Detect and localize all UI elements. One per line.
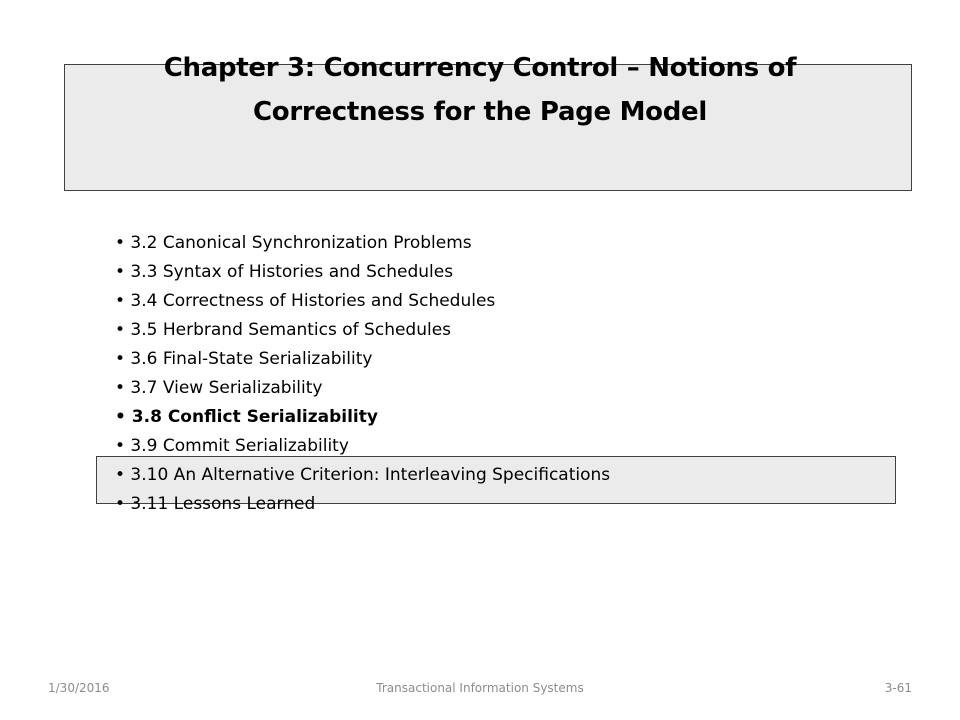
toc-item-3-4: • 3.4 Correctness of Histories and Schedules bbox=[115, 291, 496, 311]
toc-item-3-11: • 3.11 Lessons Learned bbox=[115, 494, 316, 514]
toc-item-3-2: • 3.2 Canonical Synchronization Problems bbox=[115, 233, 472, 253]
toc-item-3-8-current: • 3.8 Conflict Serializability bbox=[115, 407, 378, 427]
slide-title-line-2: Correctness for the Page Model bbox=[253, 97, 707, 127]
toc-item-3-9: • 3.9 Commit Serializability bbox=[115, 436, 349, 456]
toc-list bbox=[115, 229, 610, 519]
slide-title-line-1: Chapter 3: Concurrency Control – Notions of bbox=[163, 53, 797, 83]
toc-item-3-10: • 3.10 An Alternative Criterion: Interleaving Specifications bbox=[115, 465, 611, 485]
footer-title: Transactional Information Systems bbox=[376, 681, 584, 695]
footer-page-number: 3-61 bbox=[884, 681, 912, 695]
slide-title bbox=[64, 46, 896, 134]
toc-item-3-7: • 3.7 View Serializability bbox=[115, 378, 323, 398]
toc-item-3-3: • 3.3 Syntax of Histories and Schedules bbox=[115, 262, 454, 282]
footer-date: 1/30/2016 bbox=[48, 681, 110, 695]
toc-item-3-6: • 3.6 Final-State Serializability bbox=[115, 349, 373, 369]
toc-item-3-5: • 3.5 Herbrand Semantics of Schedules bbox=[115, 320, 452, 340]
